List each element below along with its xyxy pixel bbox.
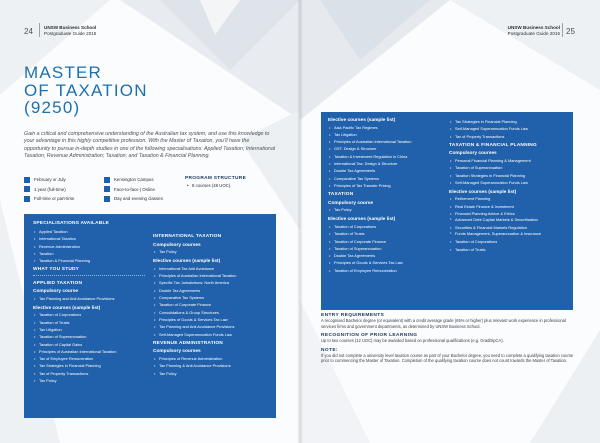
list-item: • Taxation & Financial Planning: [33, 257, 145, 264]
list-item: • GST: Design & Structure: [328, 145, 446, 152]
fact-intake-text: February or July: [34, 177, 66, 183]
fact-classes-text: Day and evening classes: [114, 196, 163, 202]
list-item: • Financial Planning Advice & Ethics: [449, 210, 569, 217]
list-item: • Personal Financial Planning & Management: [449, 157, 569, 164]
elective-label: Elective courses (sample list): [153, 259, 221, 265]
list-item: • Principles of Tax Transfer Pricing: [328, 182, 446, 189]
requirements-section: [321, 313, 575, 364]
list-item: • Tax Strategies in Financial Planning: [449, 118, 569, 125]
divider: [33, 275, 145, 276]
list-item: • Taxation of Employee Remuneration: [328, 267, 446, 274]
list-item: • Real Estate Finance & Investment: [449, 203, 569, 210]
list-item: • Applied Taxation: [33, 228, 145, 235]
header-divider: [39, 23, 40, 37]
fact-campus-text: Kensington Campus: [114, 177, 154, 183]
list-item: • Funds Management, Superannuation & Insurance: [449, 231, 569, 238]
intro-paragraph: Gain a critical and comprehensive understanding of the Australian tax system, and use this knowledge to your advantage in this highly competitive profession. With the Master of Taxation, you’ll have the opportunity to pursue in-depth studies in one of the following specialisations: Applied Taxation; International Taxation; Revenue Administration; Taxation; and Taxation & Financial Planning.: [24, 131, 276, 160]
fact-mode: [24, 194, 75, 204]
panel-left-column-2: [153, 231, 271, 377]
list-item: • Tax of Employee Remuneration: [33, 355, 145, 362]
right-page: [300, 0, 600, 443]
specialisations-list: [33, 228, 145, 264]
fact-mode-text: Full-time or part-time: [34, 196, 75, 202]
fact-intake: [24, 175, 75, 185]
list-item: • Taxation Strategies in Financial Planning: [449, 172, 569, 179]
fact-classes: [104, 194, 163, 204]
list-item: • Principles of Australian International Taxation: [328, 138, 446, 145]
international-compulsory-list: [153, 248, 271, 255]
program-structure-value: • 8 courses (48 UOC).: [192, 183, 231, 188]
list-item: • Specific Tax Jurisdictions: North America: [153, 279, 271, 286]
list-item: • Taxation of Trusts: [449, 246, 569, 253]
list-item: • Self-Managed Superannuation Funds Law: [449, 179, 569, 186]
list-item: • Consolidations & Group Structures: [153, 309, 271, 316]
header-school: UNSW Business School: [44, 25, 97, 30]
courses-panel-right: [321, 112, 573, 310]
elective-label: Elective courses (sample list): [328, 118, 396, 123]
list-item: • Taxation of Superannuation: [449, 164, 569, 171]
page-title: [24, 64, 148, 117]
header-guide: Postgraduate Guide 2016: [44, 31, 97, 36]
compulsory-courses-label: Compulsory courses: [153, 349, 201, 355]
list-item: • Taxation of Capital Gains: [33, 341, 145, 348]
list-item: • Taxation of Corporate Finance: [153, 301, 271, 308]
elective-label: Elective courses (sample list): [449, 189, 517, 195]
list-item: • Taxation of Trusts: [33, 319, 145, 326]
elective-label: Elective courses (sample list): [328, 217, 396, 223]
list-item: • Tax Litigation: [33, 326, 145, 333]
fact-duration-text: 1 year (full-time): [34, 186, 66, 192]
note-heading: NOTE:: [321, 347, 338, 353]
note-text: If you did not complete a university level taxation course as part of your Bachelor degree, you need to complete a qualifying taxation course prior to commencing the Master of Taxation. Completion of the qualifying taxation course does not count towards the Master of Taxation.: [321, 352, 574, 364]
sun-moon-icon: [104, 196, 110, 202]
compulsory-courses-label: Compulsory courses: [153, 242, 201, 248]
taxation-heading: TAXATION: [328, 192, 354, 198]
page-header: [44, 25, 96, 37]
applied-compulsory-list: [33, 295, 145, 302]
tfp-compulsory-list: [449, 157, 569, 186]
list-item: • Tax Policy: [153, 248, 271, 255]
what-you-study-heading: WHAT YOU STUDY: [33, 266, 80, 272]
revenue-compulsory-list: [153, 355, 271, 377]
applied-electives-list: [33, 311, 145, 384]
list-item: • International Tax: Design & Structure: [328, 160, 446, 167]
page-header: [470, 25, 560, 37]
list-item: • Tax Planning & Anti Avoidance Provisions: [153, 362, 271, 369]
compulsory-courses-label: Compulsory courses: [449, 151, 497, 157]
applied-taxation-heading: APPLIED TAXATION: [33, 280, 83, 286]
list-item: • Taxation & Investment Regulation in China: [328, 153, 446, 160]
compulsory-label: Compulsory course: [33, 289, 79, 295]
header-divider: [562, 23, 563, 37]
recognition-prior-learning-heading: RECOGNITION OF PRIOR LEARNING: [321, 333, 418, 339]
list-item: • Taxation of Corporate Finance: [328, 238, 446, 245]
list-item: • International Taxation: [33, 235, 145, 242]
page-gutter: [297, 0, 303, 443]
list-item: • Retirement Planning: [449, 195, 569, 202]
list-item: • Comparative Tax Systems: [153, 294, 271, 301]
list-item: • Tax Planning and Anti Avoidance Provisions: [153, 323, 271, 330]
taxation-compulsory-list: [328, 206, 446, 213]
header-guide: Postgraduate Guide 2016: [507, 31, 560, 36]
header-school: UNSW Business School: [507, 25, 560, 30]
clock-icon: [24, 186, 30, 192]
specialisations-heading: SPECIALISATIONS AVAILABLE: [33, 221, 109, 227]
list-item: • Advanced Debt Capital Markets & Securitisation: [449, 217, 569, 224]
laptop-icon: [104, 186, 110, 192]
list-item: • Double Tax Agreements: [153, 287, 271, 294]
fact-campus: [104, 175, 163, 185]
list-item: • Taxation of Trusts: [328, 230, 446, 237]
calendar-icon: [24, 177, 30, 183]
compulsory-course-label: Compulsory course: [328, 200, 374, 206]
revenue-electives-list: [328, 124, 446, 190]
fact-duration: [24, 185, 75, 195]
title-line-3: (9250): [24, 98, 81, 117]
taxation-electives-list: [328, 223, 446, 274]
list-item: • Double Tax Agreements: [328, 167, 446, 174]
courses-panel-left: [24, 214, 276, 418]
page-number: 24: [24, 27, 33, 36]
list-item: • Securities & Financial Markets Regulation: [449, 224, 569, 231]
title-line-1: MASTER: [24, 63, 103, 82]
continued-electives-list: [449, 118, 569, 140]
entry-requirements-heading: ENTRY REQUIREMENTS: [321, 313, 385, 318]
title-line-2: OF TAXATION: [24, 80, 148, 100]
taxation-financial-planning-heading: TAXATION & FINANCIAL PLANNING: [449, 142, 537, 148]
list-item: • Tax Policy: [328, 206, 446, 213]
list-item: • Principles of Revenue Administration: [153, 355, 271, 362]
program-structure-heading: PROGRAM STRUCTURE: [185, 176, 247, 181]
list-item: • Self-Managed Superannuation Funds Law: [449, 125, 569, 132]
list-item: • Taxation of Superannuation: [328, 245, 446, 252]
fact-delivery-text: Face-to-face | Online: [114, 186, 155, 192]
panel-left-column-1: [33, 218, 145, 384]
tfp-electives-list: [449, 195, 569, 252]
revenue-administration-heading: REVENUE ADMINISTRATION: [153, 340, 223, 346]
list-item: • Asia Pacific Tax Regimes: [328, 124, 446, 131]
list-item: • Taxation of Corporations: [328, 223, 446, 230]
list-item: • Double Tax Agreements: [328, 252, 446, 259]
person-icon: [24, 196, 30, 202]
list-item: • Tax Planning and Anti Avoidance Provisions: [33, 295, 145, 302]
list-item: • Principles of Goods & Services Tax Law: [153, 316, 271, 323]
list-item: • International Tax Anti Avoidance: [153, 265, 271, 272]
list-item: • Taxation of Superannuation: [33, 333, 145, 340]
international-electives-list: [153, 265, 271, 338]
list-item: • Tax Litigation: [328, 131, 446, 138]
international-taxation-heading: INTERNATIONAL TAXATION: [153, 234, 222, 240]
panel-right-column-1: [328, 116, 446, 274]
recognition-prior-learning-text: Up to two courses (12 UOC) may be awarded based on professional qualifications (e.g. GradDipCA).: [321, 338, 504, 344]
list-item: • Tax Policy: [33, 377, 145, 384]
list-item: • Principles of Australian International Taxation: [33, 348, 145, 355]
list-item: • Revenue Administration: [33, 243, 145, 250]
list-item: • Principles of Australian International Taxation: [153, 272, 271, 279]
list-item: • Taxation: [33, 250, 145, 257]
list-item: • Tax Strategies in Financial Planning: [33, 362, 145, 369]
entry-requirements-text: A recognised Bachelor degree (or equivalent) with a credit average grade (65% or higher) plus relevant work experience in professional services firms and government departments, as determined by UNSW Business School.: [321, 318, 566, 329]
panel-right-column-2: [449, 118, 569, 253]
list-item: • Tax Policy: [153, 370, 271, 377]
list-item: • Taxation of Corporations: [33, 311, 145, 318]
elective-label: Elective courses (sample list): [33, 305, 101, 311]
fact-delivery: [104, 185, 163, 195]
list-item: • Principles of Goods & Services Tax Law: [328, 259, 446, 266]
list-item: • Taxation of Corporations: [449, 238, 569, 245]
facts-column-1: [24, 175, 75, 204]
list-item: • Tax of Property Transactions: [449, 133, 569, 140]
location-icon: [104, 177, 110, 183]
page-number: 25: [566, 27, 575, 36]
list-item: • Comparative Tax Systems: [328, 175, 446, 182]
facts-column-2: [104, 175, 163, 204]
list-item: • Self-Managed Superannuation Funds Law: [153, 331, 271, 338]
list-item: • Tax of Property Transactions: [33, 370, 145, 377]
